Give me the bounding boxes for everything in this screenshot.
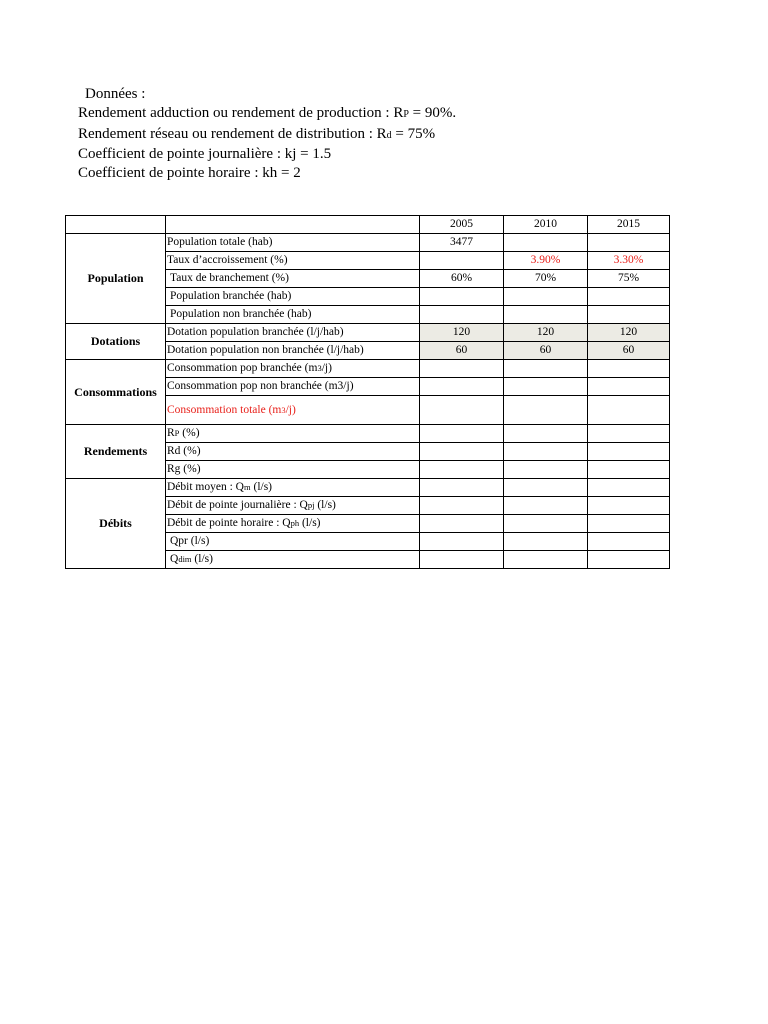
cell — [588, 234, 670, 252]
row-label — [166, 551, 420, 569]
row-label: Dotation population non branchée (l/j/hab) — [166, 342, 420, 360]
cell: 3.90% — [504, 252, 588, 270]
year-2015: 2015 — [588, 216, 670, 234]
group-dotations: Dotations — [66, 324, 166, 360]
table-row — [66, 425, 670, 443]
table-row — [66, 324, 670, 342]
corner-cell — [66, 216, 166, 234]
donnees-title: Données : — [85, 86, 146, 102]
year-2010: 2010 — [504, 216, 588, 234]
label-header-cell — [166, 216, 420, 234]
cell — [504, 234, 588, 252]
label-text: Consommation pop branchée (m — [167, 362, 318, 374]
cell — [588, 378, 670, 396]
table-row — [66, 234, 670, 252]
row-label: Population non branchée (hab) — [166, 306, 420, 324]
cell — [504, 306, 588, 324]
cell — [420, 443, 504, 461]
cell: 60% — [420, 270, 504, 288]
cell — [420, 288, 504, 306]
cell: 120 — [420, 324, 504, 342]
cell — [420, 378, 504, 396]
cell: 60 — [420, 342, 504, 360]
label-subscript: m — [243, 482, 251, 492]
header-row — [66, 216, 670, 234]
row-label — [166, 479, 420, 497]
row-label: Dotation population branchée (l/j/hab) — [166, 324, 420, 342]
label-subscript: dim — [178, 554, 192, 564]
row-label: Rd (%) — [166, 443, 420, 461]
cell — [504, 551, 588, 569]
row-label: Consommation pop non branchée (m3/j) — [166, 378, 420, 396]
label-subscript: 3 — [317, 363, 322, 373]
cell — [588, 443, 670, 461]
cell: 120 — [588, 324, 670, 342]
cell — [420, 461, 504, 479]
cell: 75% — [588, 270, 670, 288]
cell: 70% — [504, 270, 588, 288]
cell: 3.30% — [588, 252, 670, 270]
group-debits: Débits — [66, 479, 166, 569]
label-text: Q — [170, 553, 179, 565]
cell — [504, 360, 588, 378]
rp-text: Rendement adduction ou rendement de production : R — [78, 105, 404, 122]
cell — [504, 479, 588, 497]
cell — [420, 252, 504, 270]
cell: 120 — [504, 324, 588, 342]
cell — [588, 360, 670, 378]
group-population: Population — [66, 234, 166, 324]
row-label — [166, 360, 420, 378]
cell — [588, 461, 670, 479]
data-table — [65, 215, 670, 569]
cell — [588, 306, 670, 324]
cell — [588, 497, 670, 515]
cell — [504, 443, 588, 461]
label-unit: (l/s) — [250, 481, 273, 493]
group-rendements: Rendements — [66, 425, 166, 479]
cell — [420, 306, 504, 324]
cell — [588, 515, 670, 533]
label-unit: /j) — [285, 404, 296, 416]
row-label — [166, 396, 420, 425]
cell — [420, 551, 504, 569]
label-subscript: pj — [307, 500, 315, 510]
cell — [588, 479, 670, 497]
row-label: Taux d’accroissement (%) — [166, 252, 420, 270]
cell — [420, 396, 504, 425]
rd-text: Rendement réseau ou rendement de distribution : R — [78, 125, 387, 142]
row-label: Population branchée (hab) — [166, 288, 420, 306]
cell — [504, 378, 588, 396]
cell — [504, 425, 588, 443]
rendement-production-line — [78, 104, 456, 124]
cell — [504, 396, 588, 425]
label-text: R — [167, 427, 175, 439]
year-2005: 2005 — [420, 216, 504, 234]
label-unit: (l/s) — [314, 499, 336, 511]
label-text: Consommation totale (m — [167, 404, 282, 416]
rp-subscript: P — [403, 109, 409, 121]
cell — [420, 360, 504, 378]
label-subscript: ph — [290, 518, 300, 528]
cell — [504, 461, 588, 479]
cell — [420, 425, 504, 443]
row-label — [166, 425, 420, 443]
cell: 60 — [504, 342, 588, 360]
label-unit: (l/s) — [191, 553, 213, 565]
label-subscript: P — [174, 428, 180, 438]
row-label: Qpr (l/s) — [166, 533, 420, 551]
kh-line: Coefficient de pointe horaire : kh = 2 — [78, 165, 301, 182]
rd-value: = 75% — [391, 125, 436, 142]
cell — [504, 497, 588, 515]
kj-line: Coefficient de pointe journalière : kj = 1.5 — [78, 145, 332, 162]
label-text: Débit de pointe journalière : Q — [167, 499, 308, 511]
cell — [420, 497, 504, 515]
cell — [504, 533, 588, 551]
label-unit: (l/s) — [299, 517, 321, 529]
rd-subscript: d — [386, 129, 392, 141]
cell: 60 — [588, 342, 670, 360]
row-label — [166, 497, 420, 515]
table-row — [66, 360, 670, 378]
label-subscript: 3 — [281, 405, 286, 415]
cell — [420, 515, 504, 533]
cell — [588, 425, 670, 443]
cell — [504, 288, 588, 306]
row-label — [166, 515, 420, 533]
cell — [588, 288, 670, 306]
label-unit: /j) — [321, 362, 332, 374]
table-row — [66, 479, 670, 497]
group-consommations: Consommations — [66, 360, 166, 425]
rendement-distribution-line — [78, 125, 456, 145]
row-label: Rg (%) — [166, 461, 420, 479]
label-text: Débit de pointe horaire : Q — [167, 517, 291, 529]
cell — [588, 396, 670, 425]
cell — [420, 479, 504, 497]
cell — [588, 533, 670, 551]
cell — [588, 551, 670, 569]
row-label: Population totale (hab) — [166, 234, 420, 252]
cell: 3477 — [420, 234, 504, 252]
rp-value: = 90%. — [408, 105, 457, 122]
row-label: Taux de branchement (%) — [166, 270, 420, 288]
cell — [504, 515, 588, 533]
label-unit: (%) — [179, 427, 200, 439]
donnees-block — [78, 85, 456, 183]
label-text: Débit moyen : Q — [167, 481, 244, 493]
cell — [420, 533, 504, 551]
